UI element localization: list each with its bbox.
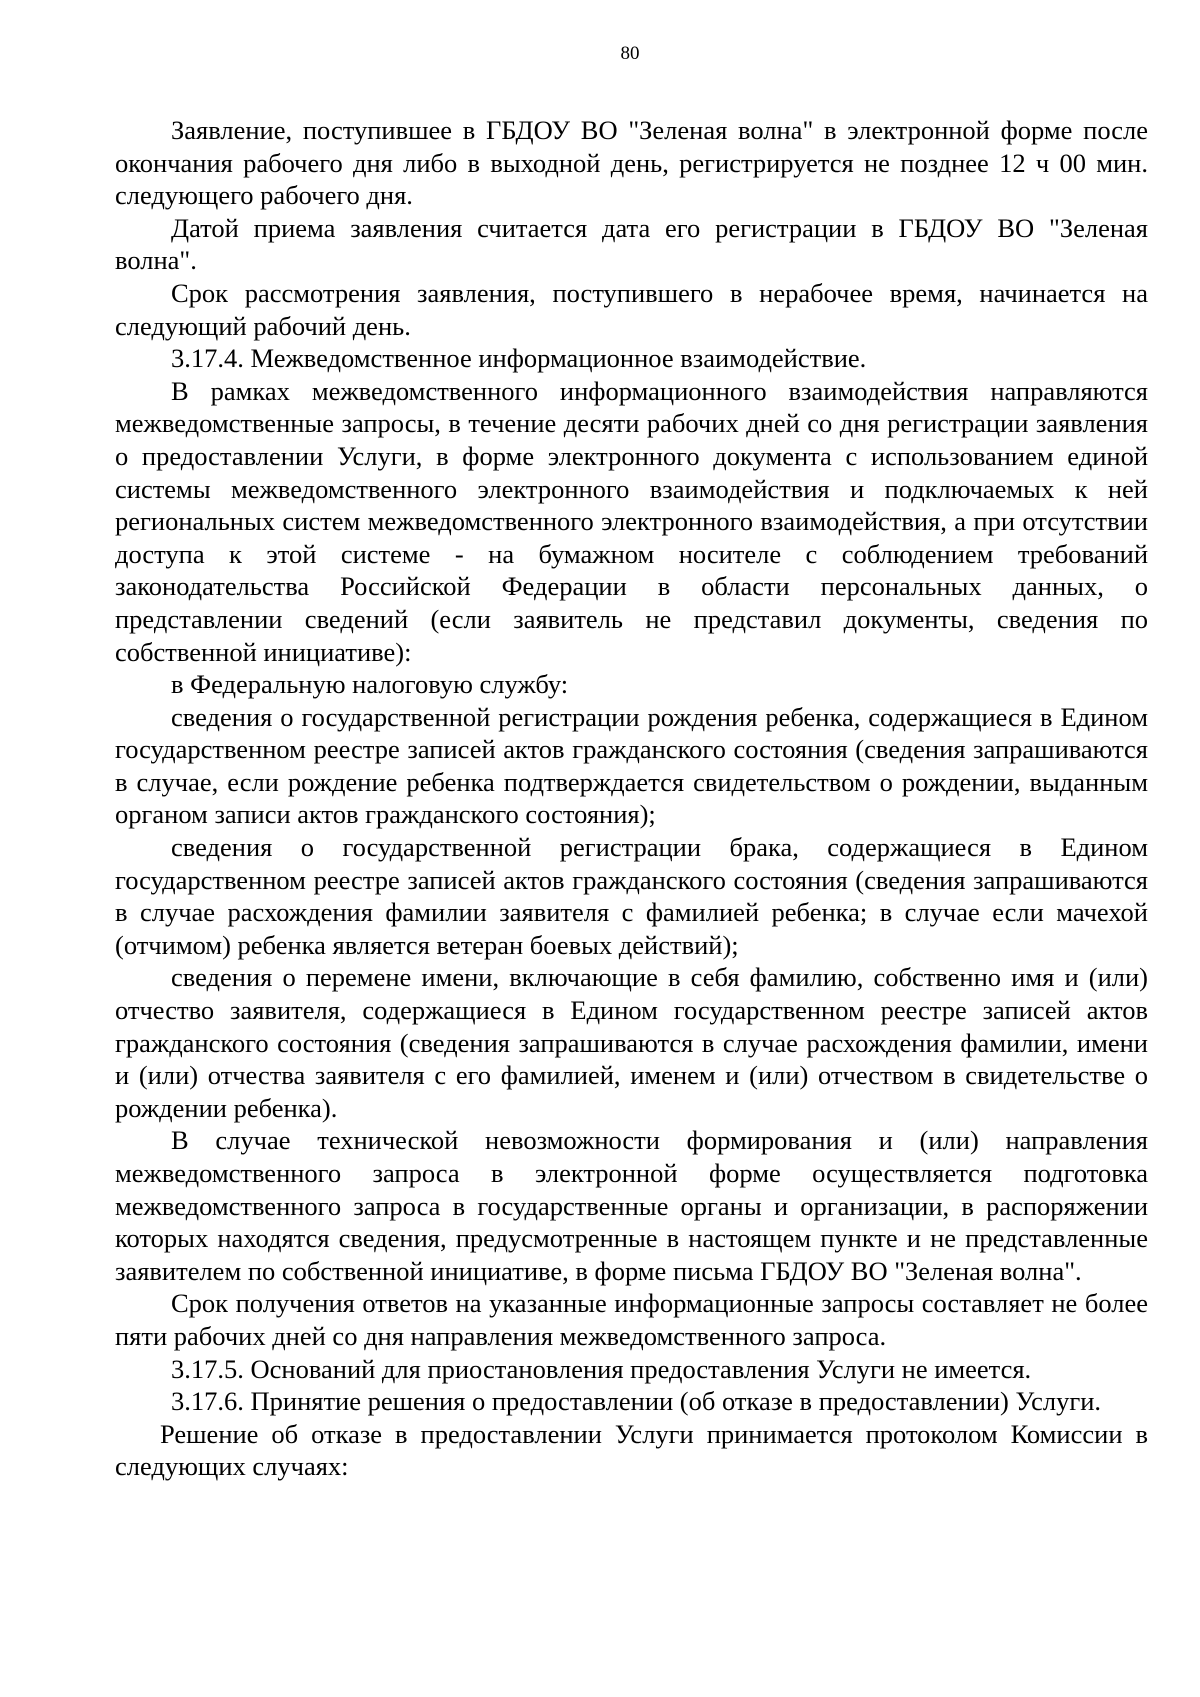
paragraph-marriage-registration: сведения о государственной регистрации брака, содержащиеся в Едином государственном реестре записей актов гражданского состояния (сведения запрашиваются в случае расхождения фамилии заявителя с фамилией ребенка; в случае если мачехой (отчимом) ребенка является ветеран боевых действий);: [115, 832, 1148, 960]
paragraph-tax-service: в Федеральную налоговую службу:: [171, 669, 569, 700]
paragraph-name-change: сведения о перемене имени, включающие в себя фамилию, собственно имя и (или) отчество заявителя, содержащиеся в Едином государственном реестре записей актов гражданского состояния (сведения запрашиваются в случае расхождения фамилии, имени и (или) отчества заявителя с его фамилией, именем и (или) отчеством в свидетельстве о рождении ребенка).: [115, 962, 1148, 1123]
paragraph-birth-registration: сведения о государственной регистрации рождения ребенка, содержащиеся в Едином государственном реестре записей актов гражданского состояния (сведения запрашиваются в случае, если рождение ребенка подтверждается свидетельством о рождении, выданным органом записи актов гражданского состояния);: [115, 701, 1148, 830]
paragraph-acceptance-date: Датой приема заявления считается дата его регистрации в ГБДОУ ВО "Зеленая волна".: [115, 212, 1148, 276]
paragraph-review-term: Срок рассмотрения заявления, поступившего в нерабочее время, начинается на следующий рабочий день.: [115, 277, 1148, 341]
page-number: 80: [620, 43, 640, 64]
document-body: [115, 114, 1148, 1483]
paragraph-refusal-decision: Решение об отказе в предоставлении Услуги принимается протоколом Комиссии в следующих случаях:: [115, 1418, 1148, 1482]
paragraph-technical-impossibility: В случае технической невозможности формирования и (или) направления межведомственного запроса в электронной форме осуществляется подготовка межведомственного запроса в государственные органы и организации, в распоряжении которых находятся сведения, предусмотренные в настоящем пункте и не представленные заявителем по собственной инициативе, в форме письма ГБДОУ ВО "Зеленая волна".: [115, 1125, 1148, 1286]
paragraph-interagency-requests: В рамках межведомственного информационного взаимодействия направляются межведомственные запросы, в течение десяти рабочих дней со дня регистрации заявления о предоставлении Услуги, в форме электронного документа с использованием единой системы межведомственного электронного взаимодействия и подключаемых к ней региональных систем межведомственного электронного взаимодействия, а при отсутствии доступа к этой системе - на бумажном носителе с соблюдением требований законодательства Российской Федерации в области персональных данных, о представлении сведений (если заявитель не представил документы, сведения по собственной инициативе):: [115, 375, 1148, 667]
paragraph-section-3-17-5: 3.17.5. Оснований для приостановления предоставления Услуги не имеется.: [171, 1353, 1032, 1384]
paragraph-response-term: Срок получения ответов на указанные информационные запросы составляет не более пяти рабочих дней со дня направления межведомственного запроса.: [115, 1288, 1148, 1351]
paragraph-section-3-17-6: 3.17.6. Принятие решения о предоставлении (об отказе в предоставлении) Услуги.: [171, 1386, 1101, 1417]
paragraph-section-3-17-4: 3.17.4. Межведомственное информационное взаимодействие.: [171, 343, 867, 374]
paragraph-electronic-application: Заявление, поступившее в ГБДОУ ВО "Зеленая волна" в электронной форме после окончания рабочего дня либо в выходной день, регистрируется не позднее 12 ч 00 мин. следующего рабочего дня.: [115, 115, 1148, 211]
